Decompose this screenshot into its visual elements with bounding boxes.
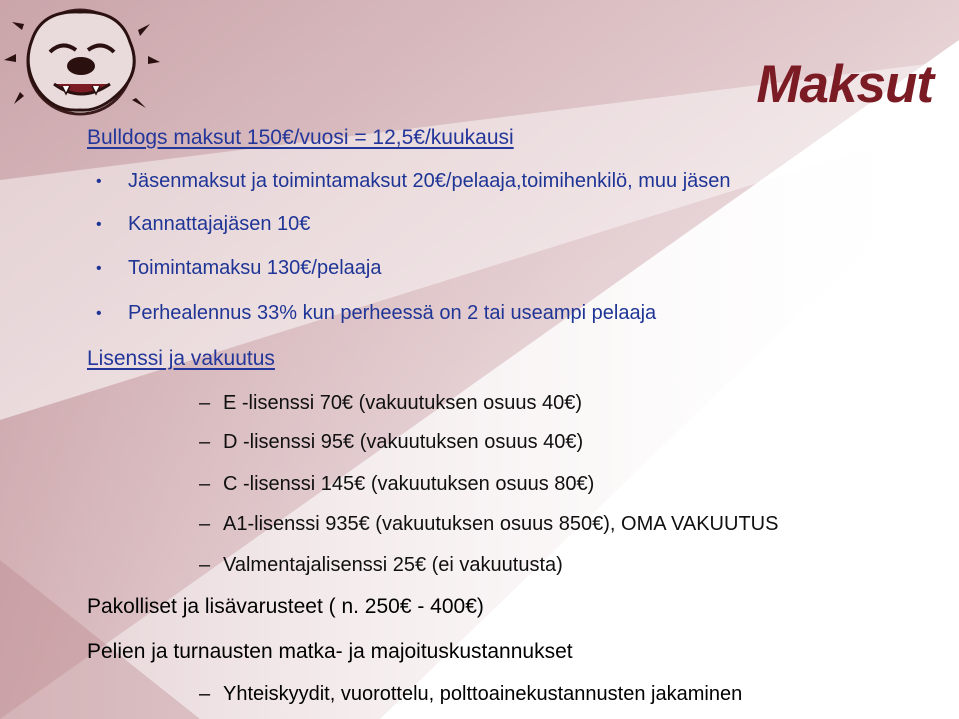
bullet-icon: • [96,260,102,277]
pakolliset-line: Pakolliset ja lisävarusteet ( n. 250€ - 400€) [87,595,484,618]
list-item-label: Kannattajajäsen 10€ [128,213,311,235]
lisenssi-header: Lisenssi ja vakuutus [87,347,275,370]
dash-icon: – [199,473,211,495]
bulldog-mascot-icon [2,0,167,125]
list-item-label: A1-lisenssi 935€ (vakuutuksen osuus 850€), OMA VAKUUTUS [223,513,779,535]
bullet-icon: • [96,216,102,233]
list-item-label: D -lisenssi 95€ (vakuutuksen osuus 40€) [223,431,584,453]
bulldogs-fee-line: Bulldogs maksut 150€/vuosi = 12,5€/kuukausi [87,126,514,149]
list-item-label: Jäsenmaksut ja toimintamaksut 20€/pelaaja,toimihenkilö, muu jäsen [128,170,731,192]
list-item-label: Perhealennus 33% kun perheessä on 2 tai useampi pelaaja [128,302,657,324]
list-item-label: Valmentajalisenssi 25€ (ei vakuutusta) [223,554,563,576]
pelien-line: Pelien ja turnausten matka- ja majoituskustannukset [87,640,573,663]
dash-icon: – [199,431,211,453]
dash-icon: – [199,513,211,535]
bullet-icon: • [96,173,102,190]
dash-icon: – [199,554,211,576]
bullet-icon: • [96,305,102,322]
slide-title: Maksut [756,55,933,114]
dash-icon: – [199,683,211,705]
list-item-label: E -lisenssi 70€ (vakuutuksen osuus 40€) [223,392,583,414]
list-item-label: Yhteiskyydit, vuorottelu, polttoainekustannusten jakaminen [223,683,743,705]
list-item-label: Toimintamaksu 130€/pelaaja [128,257,382,279]
list-item-label: C -lisenssi 145€ (vakuutuksen osuus 80€) [223,473,595,495]
dash-icon: – [199,392,211,414]
